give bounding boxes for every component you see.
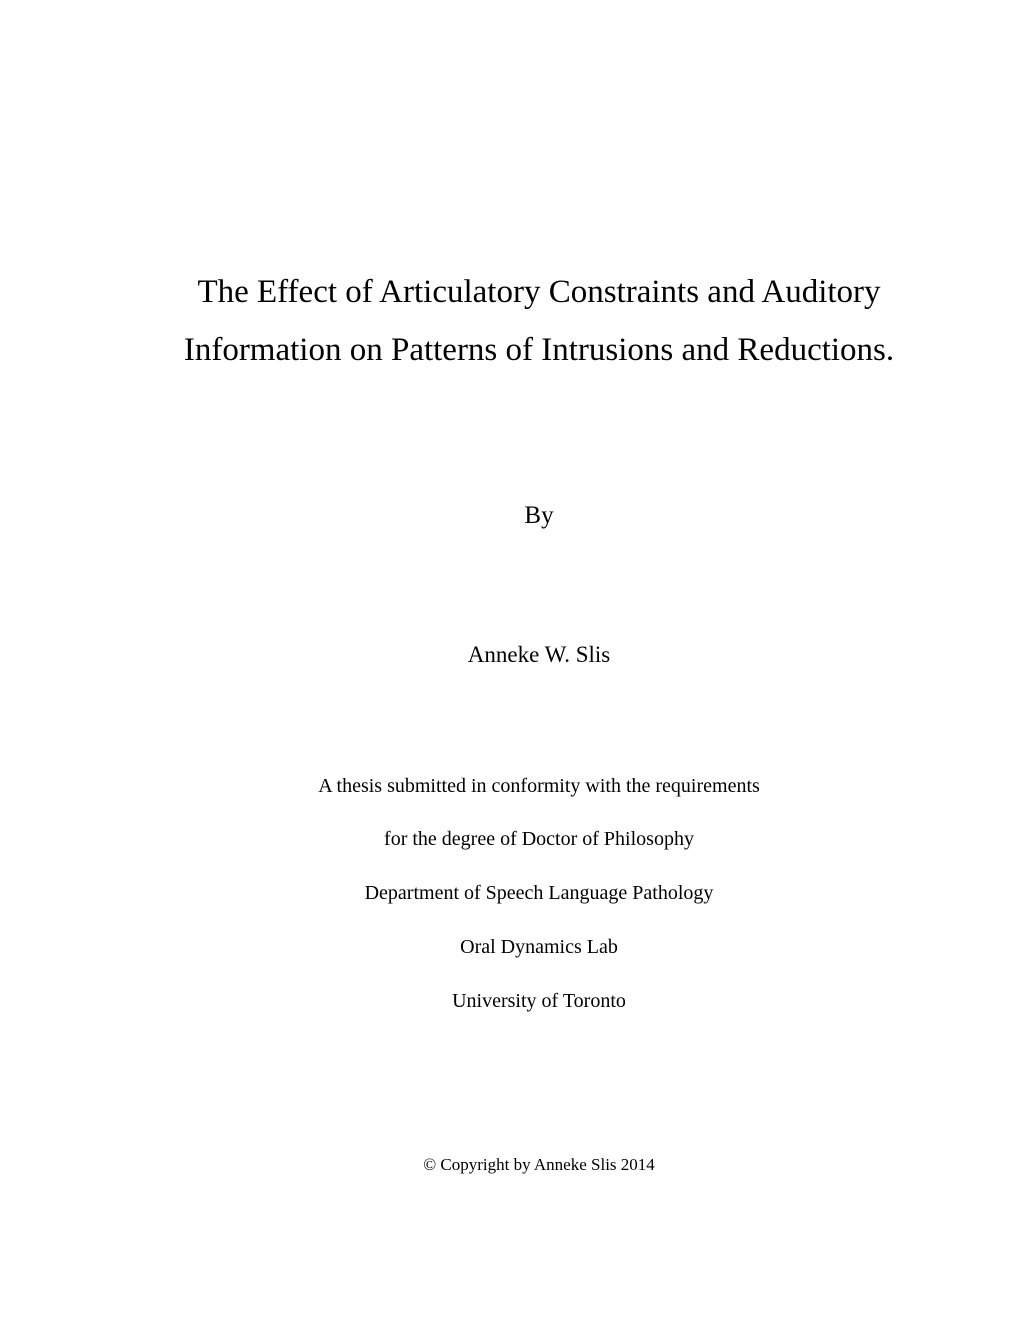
- requirements-line-1: A thesis submitted in conformity with the requirements: [318, 775, 760, 797]
- requirements-line-2: for the degree of Doctor of Philosophy: [384, 828, 694, 850]
- by-label: By: [524, 502, 554, 529]
- department-name: Department of Speech Language Pathology: [364, 882, 714, 904]
- title-line-2: Information on Patterns of Intrusions and Reductions.: [183, 332, 895, 368]
- copyright-notice: © Copyright by Anneke Slis 2014: [423, 1155, 655, 1174]
- lab-name: Oral Dynamics Lab: [460, 936, 618, 958]
- university-name: University of Toronto: [452, 990, 626, 1012]
- title-line-1: The Effect of Articulatory Constraints and Auditory: [197, 274, 881, 310]
- author-name: Anneke W. Slis: [467, 642, 611, 667]
